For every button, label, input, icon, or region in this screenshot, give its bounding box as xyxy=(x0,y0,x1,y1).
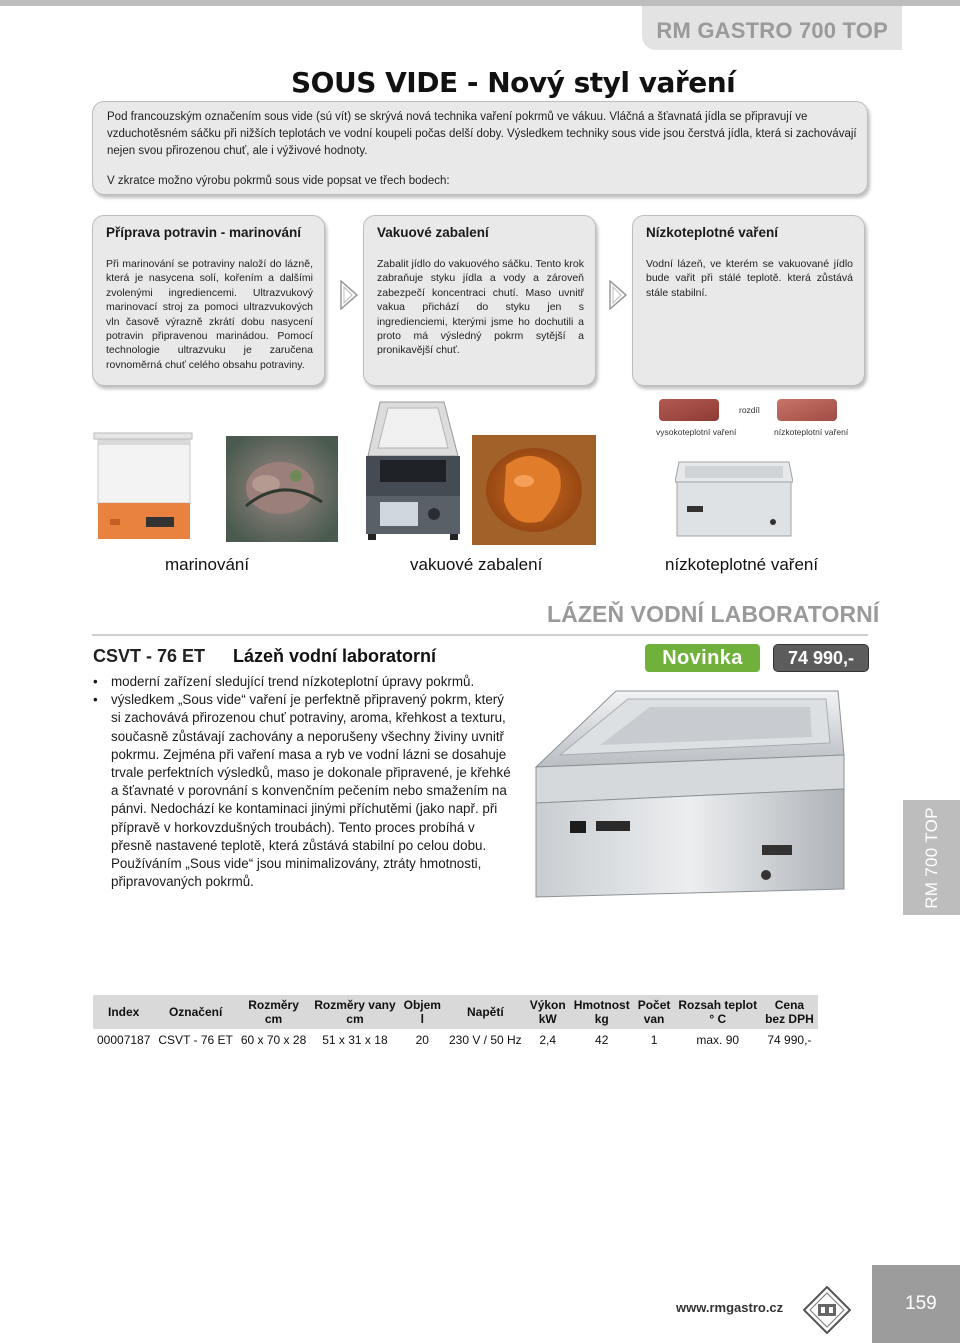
list-item: • výsledkem „Sous vide“ vaření je perfektně připravený pokrm, který si zachovává přirozenou chuť potraviny, aroma, křehkost a texturu, současně zůstávají zachovány a neporušeny všechny živiny uvnitř pokrmu. Zejména při vaření masa a ryb ve vodní lázni se dosahuje trvale perfektních výsledků, maso je dokonale připravené, je křehké a šťavnaté v porovnání s konvenčním pečením nebo smažením na pánvi. Nedochází ke kontaminaci jinými příchutěmi (jako např. při přípravě v horkovzdušných troubách). Tento proces probíhá v přesně nastavené teplotě, která zůstává stabilní po celou dobu. Používáním „Sous vide“ jsou minimalizovány, ztráty hmotnosti, připravovaných pokrmů. xyxy=(93,691,513,891)
step-title: Vakuové zabalení xyxy=(377,225,489,240)
col-weight: Hmotnost kg xyxy=(570,995,634,1029)
col-designation: Označení xyxy=(154,995,236,1029)
cell-index: 00007187 xyxy=(97,1033,151,1047)
website-link[interactable]: www.rmgastro.cz xyxy=(676,1300,784,1315)
cell-voltage: 230 V / 50 Hz xyxy=(448,1033,522,1047)
step-text: Vodní lázeň, ve kterém se vakuované jídlo bude vařit při stálé teplotě. která zůstává stále stabilní. xyxy=(646,258,853,299)
cell-volume: 20 xyxy=(415,1033,429,1047)
price-box xyxy=(773,644,869,672)
new-badge-label: Novinka xyxy=(662,647,743,669)
col-tank-count: Počet van xyxy=(634,995,675,1029)
vacuum-packer-image xyxy=(362,398,466,540)
diff-label: rozdíl xyxy=(739,405,760,415)
caption-marinating: marinování xyxy=(165,555,250,574)
col-power: Výkon kW xyxy=(526,995,570,1029)
price-label: 74 990,- xyxy=(787,648,855,668)
col-dimensions: Rozměry cm xyxy=(237,995,310,1029)
section-divider xyxy=(92,634,868,636)
low-temp-label: nízkoteplotní vaření xyxy=(774,427,849,437)
product-code: CSVT - 76 ET xyxy=(93,646,206,666)
col-price: Cena bez DPH xyxy=(761,995,818,1029)
cell-power: 2,4 xyxy=(539,1033,557,1047)
side-label: RM 700 TOP xyxy=(922,807,941,909)
brand-title: RM GASTRO 700 TOP xyxy=(656,18,888,43)
caption-low-temp: nízkoteplotné vaření xyxy=(665,555,819,574)
page-number: 159 xyxy=(905,1293,937,1314)
meat-high-temp-image xyxy=(659,399,719,421)
step-title: Nízkoteplotné vaření xyxy=(646,225,779,240)
cell-designation: CSVT - 76 ET xyxy=(158,1033,233,1047)
step-low-temp-cooking xyxy=(632,215,865,386)
step-marinating xyxy=(92,215,325,386)
cell-temp-range: max. 90 xyxy=(696,1033,740,1047)
water-bath-product-image xyxy=(530,685,848,900)
new-badge xyxy=(645,644,760,672)
arrow-right-icon xyxy=(609,280,627,310)
intro-summary: V zkratce možno výrobu pokrmů sous vide popsat ve třech bodech: xyxy=(107,175,450,187)
spec-table xyxy=(93,995,818,1051)
col-index: Index xyxy=(93,995,154,1029)
table-row xyxy=(93,1029,818,1051)
cell-dimensions: 60 x 70 x 28 xyxy=(240,1033,307,1047)
step-text: Při marinování se potraviny naloží do lázně, která je nasycena solí, kořením a dalšími zvolenými ingrediencemi. Ultrazvukový marinovací stroj za pomoci ultrazvukových vln časově výrazně zkrátí dobu nasycení potravin připravenou marinádou. Pomocí technologie ultrazvuku je zaručena rovnoměrná chuť celého obsahu potraviny. xyxy=(106,258,313,371)
intro-text: Pod francouzským označením sous vide (sú vít) se skrývá nová technika vaření pokrmů ve vákuu. Vláčná a šťavnatá jídla se připravují ve vzduchotěsném sáčku při nižších teplotách ve vodní koupeli počas delší doby. Výsledkem techniky sous vide jsou čerstvá jídla, která si zachovávají nejen svou přirozenou chuť, ale i výživové hodnoty. xyxy=(107,111,857,157)
section-title: LÁZEŇ VODNÍ LABORATORNÍ xyxy=(547,601,880,627)
col-temp-range: Rozsah teplot ° C xyxy=(674,995,761,1029)
ultrasonic-marinator-image xyxy=(92,431,194,543)
step-text: Zabalit jídlo do vakuového sáčku. Tento krok zabraňuje styku jídla a vody a zároveň zabezpečí koncentraci chutí. Maso uvnitř vakua přichází do styku jen s ingredienciemi, kterými jsme ho dochutili a proto má výsledný pokrm sytější a pronikavější chuť. xyxy=(377,258,584,357)
cell-tank-dimensions: 51 x 31 x 18 xyxy=(322,1033,388,1047)
cell-weight: 42 xyxy=(595,1033,609,1047)
cell-tank-count: 1 xyxy=(650,1033,658,1047)
water-bath-image xyxy=(675,460,793,538)
step-vacuum-packing xyxy=(363,215,596,386)
page-title: SOUS VIDE - Nový styl vaření xyxy=(291,66,736,99)
meat-low-temp-image xyxy=(777,399,837,421)
list-item: • moderní zařízení sledující trend nízkoteplotní úpravy pokrmů. xyxy=(93,673,513,691)
vacuum-packed-chicken-image xyxy=(472,435,596,545)
cell-price: 74 990,- xyxy=(767,1033,812,1047)
high-temp-label: vysokoteplotní vaření xyxy=(656,427,737,437)
step-title: Příprava potravin - marinování xyxy=(106,225,302,240)
intro-box xyxy=(92,101,868,195)
col-voltage: Napětí xyxy=(445,995,526,1029)
marinating-meat-image xyxy=(226,436,338,542)
rm-gastro-logo-icon xyxy=(803,1286,851,1334)
arrow-right-icon xyxy=(340,280,358,310)
col-tank-dimensions: Rozměry vany cm xyxy=(310,995,399,1029)
col-volume: Objem l xyxy=(400,995,445,1029)
table-header-row xyxy=(93,995,818,1029)
feature-list xyxy=(93,673,513,891)
caption-vacuum: vakuové zabalení xyxy=(410,555,543,574)
product-name: Lázeň vodní laboratorní xyxy=(233,646,437,666)
